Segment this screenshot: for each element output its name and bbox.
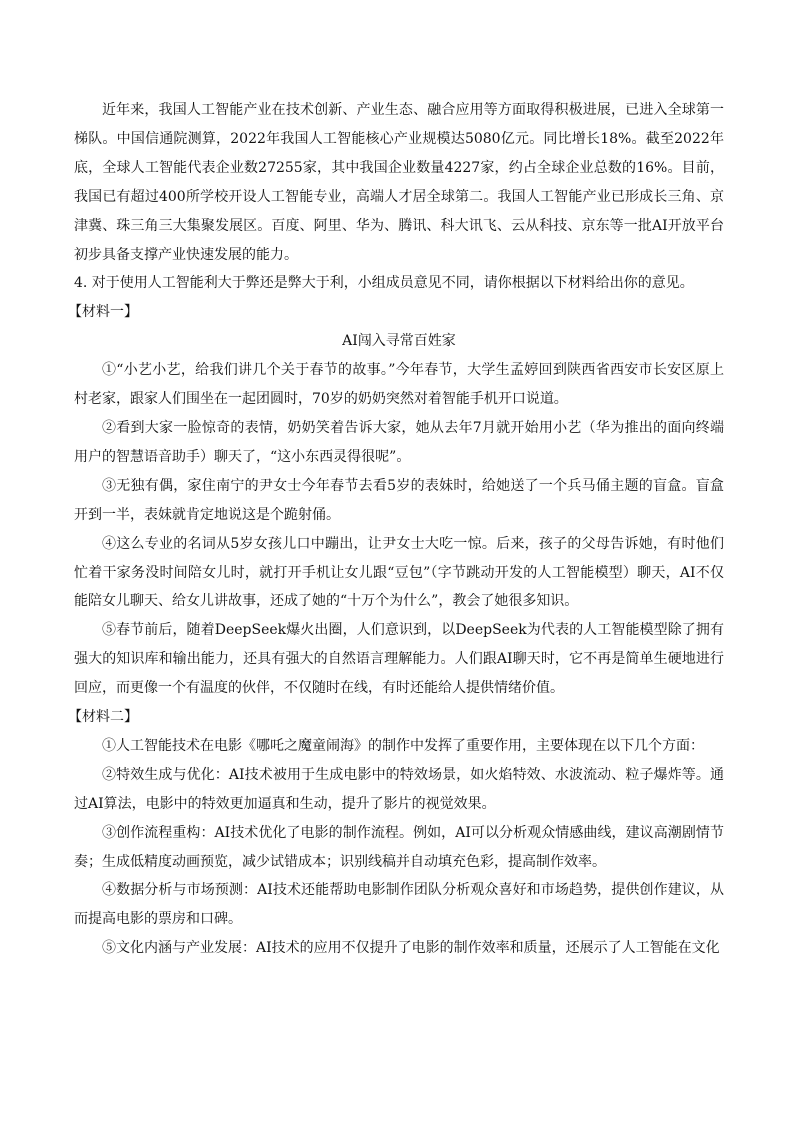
material1-paragraph-5: ⑤春节前后，随着DeepSeek爆火出圈，人们意识到，以DeepSeek为代表的人工智能模型除了拥有强大的知识库和输出能力，还具有强大的自然语言理解能力。人们跟AI聊天时，它不再是简单生硬地进行回应，而更像一个有温度的伙伴，不仅随时在线，有时还能给人提供情绪价值。	[74, 622, 724, 697]
material2-paragraph-3: ③创作流程重构：AI技术优化了电影的制作流程。例如，AI可以分析观众情感曲线，建议高潮剧情节奏；生成低精度动画预览，减少试错成本；识别线稿并自动填充色彩，提高制作效率。	[74, 824, 724, 870]
intro-paragraph: 近年来，我国人工智能产业在技术创新、产业生态、融合应用等方面取得积极进展，已进入全球第一梯队。中国信通院测算，2022年我国人工智能核心产业规模达5080亿元。同比增长18%。截至2022年底，全球人工智能代表企业数27255家，其中我国企业数量4227家，约占全球企业总数的16%。目前，我国已有超过400所学校开设人工智能专业，高端人才居全球第二。我国人工智能产业已形成长三角、京津冀、珠三角三大集聚发展区。百度、阿里、华为、腾讯、科大讯飞、云从科技、京东等一批AI开放平台初步具备支撑产业快速发展的能力。	[74, 102, 724, 263]
material1-paragraph-4: ④这么专业的名词从5岁女孩儿口中蹦出，让尹女士大吃一惊。后来，孩子的父母告诉她，有时他们忙着干家务没时间陪女儿时，就打开手机让女儿跟“豆包”（字节跳动开发的人工智能模型）聊天，AI不仅能陪女儿聊天、给女儿讲故事，还成了她的“十万个为什么”，教会了她很多知识。	[74, 535, 724, 610]
material1-title: AI闯入寻常百姓家	[342, 333, 456, 350]
document-page	[68, 96, 724, 963]
question-4: 4. 对于使用人工智能利大于弊还是弊大于利，小组成员意见不同，请你根据以下材料给出你的意见。	[74, 275, 694, 292]
material2-paragraph-2: ②特效生成与优化：AI技术被用于生成电影中的特效场景，如火焰特效、水波流动、粒子爆炸等。通过AI算法，电影中的特效更加逼真和生动，提升了影片的视觉效果。	[74, 766, 724, 812]
material2-label: 【材料二】	[68, 709, 138, 726]
material1-paragraph-1: ①“小艺小艺，给我们讲几个关于春节的故事。”今年春节，大学生孟婷回到陕西省西安市长安区原上村老家，跟家人们围坐在一起团圆时，70岁的奶奶突然对着智能手机开口说道。	[74, 362, 724, 408]
material1-label: 【材料一】	[68, 304, 138, 321]
material1-paragraph-2: ②看到大家一脸惊奇的表情，奶奶笑着告诉大家，她从去年7月就开始用小艺（华为推出的面向终端用户的智慧语音助手）聊天了，“这小东西灵得很呢”。	[74, 419, 724, 465]
material2-paragraph-1: ①人工智能技术在电影《哪吒之魔童闹海》的制作中发挥了重要作用，主要体现在以下几个方面：	[102, 737, 704, 754]
material1-paragraph-3: ③无独有偶，家住南宁的尹女士今年春节去看5岁的表妹时，给她送了一个兵马俑主题的盲盒。盲盒开到一半，表妹就肯定地说这是个跪射俑。	[74, 477, 724, 523]
material2-paragraph-4: ④数据分析与市场预测：AI技术还能帮助电影制作团队分析观众喜好和市场趋势，提供创作建议，从而提高电影的票房和口碑。	[74, 882, 724, 928]
material2-paragraph-5: ⑤文化内涵与产业发展：AI技术的应用不仅提升了电影的制作效率和质量，还展示了人工智能在文化	[102, 940, 720, 957]
